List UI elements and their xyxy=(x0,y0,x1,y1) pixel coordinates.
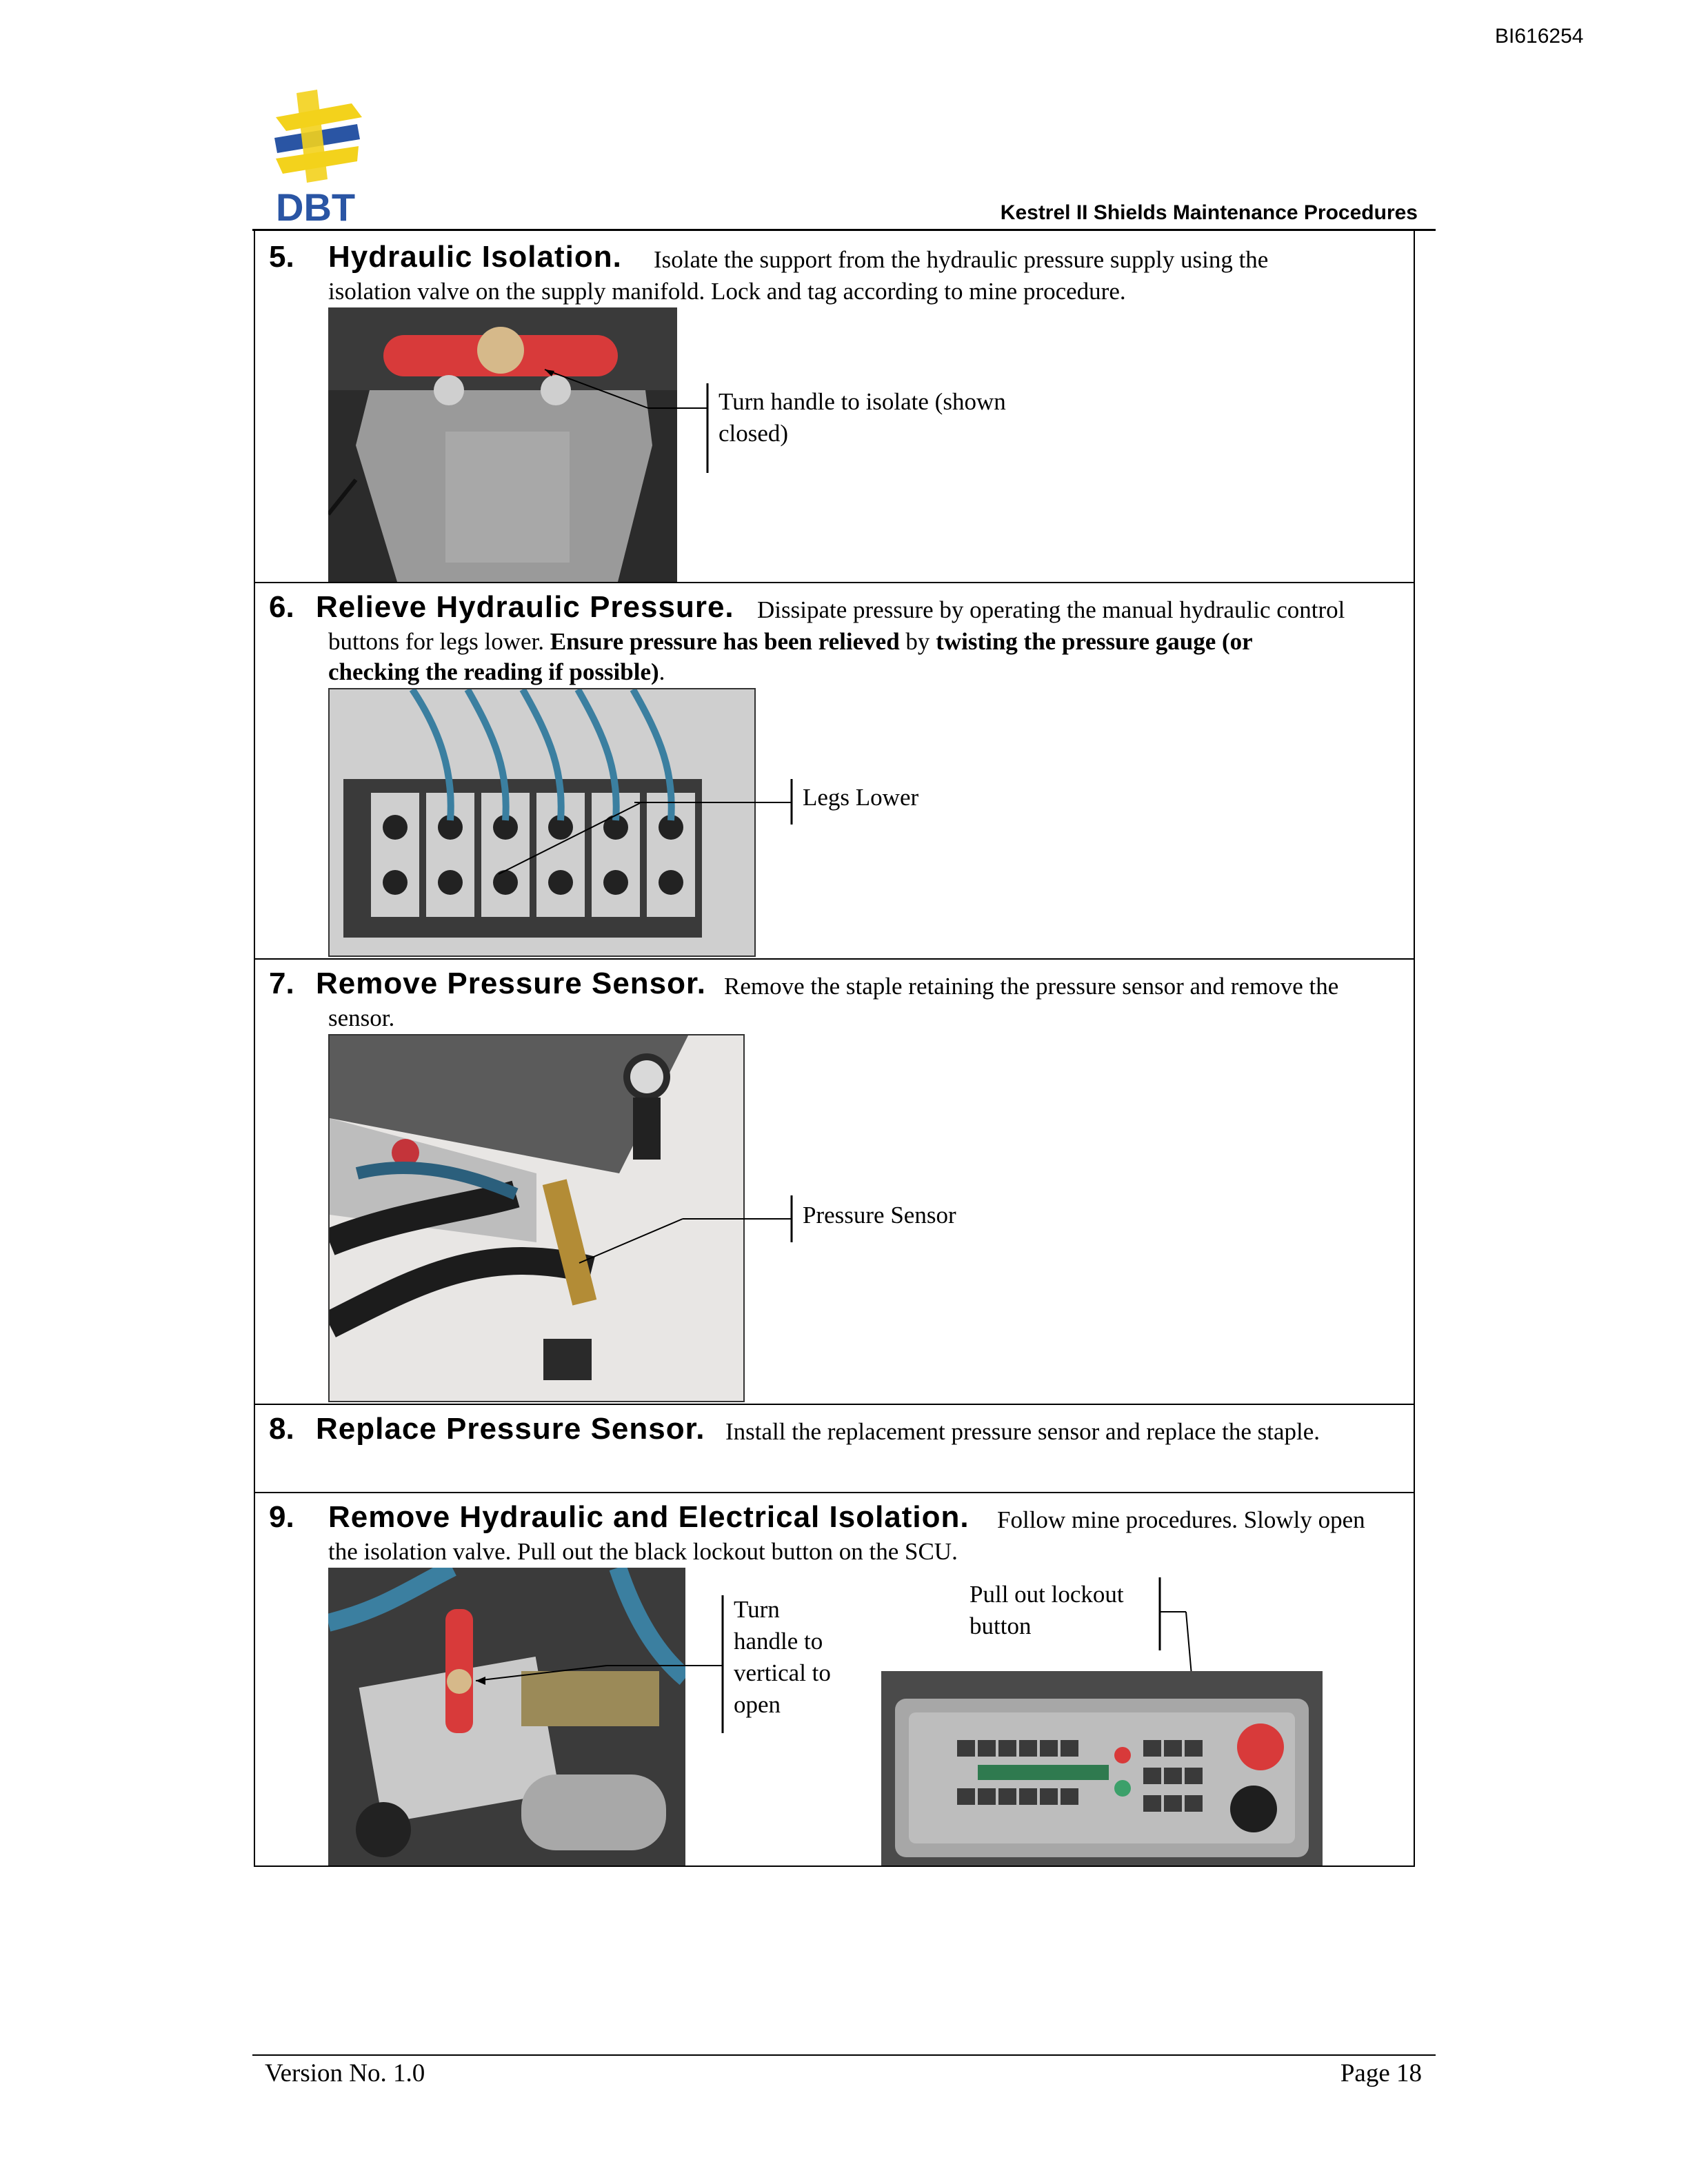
caption-lockout: Pull out lockout button xyxy=(969,1581,1124,1639)
caption-legs-lower: Legs Lower xyxy=(803,784,919,811)
step-text: Follow mine procedures. Slowly open xyxy=(997,1506,1365,1533)
step-number: 5. xyxy=(269,240,294,274)
step-text: Remove the staple retaining the pressure sensor and remove the xyxy=(724,973,1339,1000)
header-title: Kestrel II Shields Maintenance Procedures xyxy=(1000,201,1418,224)
step-number: 9. xyxy=(269,1500,294,1534)
step-text: Install the replacement pressure sensor and replace the staple. xyxy=(725,1418,1320,1445)
step-number: 6. xyxy=(269,590,294,624)
caption-pressure-sensor: Pressure Sensor xyxy=(803,1202,956,1228)
dbt-logo xyxy=(269,90,372,228)
callout-line xyxy=(634,772,800,827)
step-title: Remove Hydraulic and Electrical Isolation. xyxy=(328,1500,969,1534)
row-separator xyxy=(254,1404,1415,1405)
row-separator xyxy=(254,958,1415,960)
step-text: sensor. xyxy=(328,1004,395,1031)
step-title: Replace Pressure Sensor. xyxy=(316,1412,705,1446)
callout-arrow xyxy=(538,345,717,483)
step-number: 8. xyxy=(269,1412,294,1446)
footer-version: Version No. 1.0 xyxy=(265,2059,425,2087)
step-text: isolation valve on the supply manifold. Lock and tag according to mine procedure. xyxy=(328,278,1126,305)
step-text: the isolation valve. Pull out the black lockout button on the SCU. xyxy=(328,1538,958,1565)
callout-arrow xyxy=(572,1193,800,1268)
step-5 xyxy=(269,240,294,274)
footer-page-number: Page 18 xyxy=(1340,2059,1422,2087)
step-title: Remove Pressure Sensor. xyxy=(316,967,706,1000)
caption-isolate: Turn handle to isolate (shown closed) xyxy=(719,388,1006,447)
step-title: Relieve Hydraulic Pressure. xyxy=(316,590,734,624)
callout-arrow xyxy=(469,1593,731,1737)
row-separator xyxy=(254,1492,1415,1493)
footer-rule xyxy=(252,2054,1436,2056)
scu-control-unit-photo xyxy=(881,1671,1323,1866)
step-number: 7. xyxy=(269,967,294,1000)
step-title: Hydraulic Isolation. xyxy=(328,240,622,274)
step-text: checking the reading if possible). xyxy=(328,658,665,685)
caption-turn-handle: Turn handle to vertical to open xyxy=(734,1596,831,1718)
row-separator xyxy=(254,582,1415,583)
document-id: BI616254 xyxy=(1495,25,1584,48)
step-text: buttons for legs lower. Ensure pressure has been relieved by twisting the pressure gauge (or xyxy=(328,628,1253,655)
step-text: Isolate the support from the hydraulic pressure supply using the xyxy=(654,246,1269,273)
step-text: Dissipate pressure by operating the manual hydraulic control xyxy=(757,596,1345,623)
svg-text:DBT: DBT xyxy=(276,185,356,228)
